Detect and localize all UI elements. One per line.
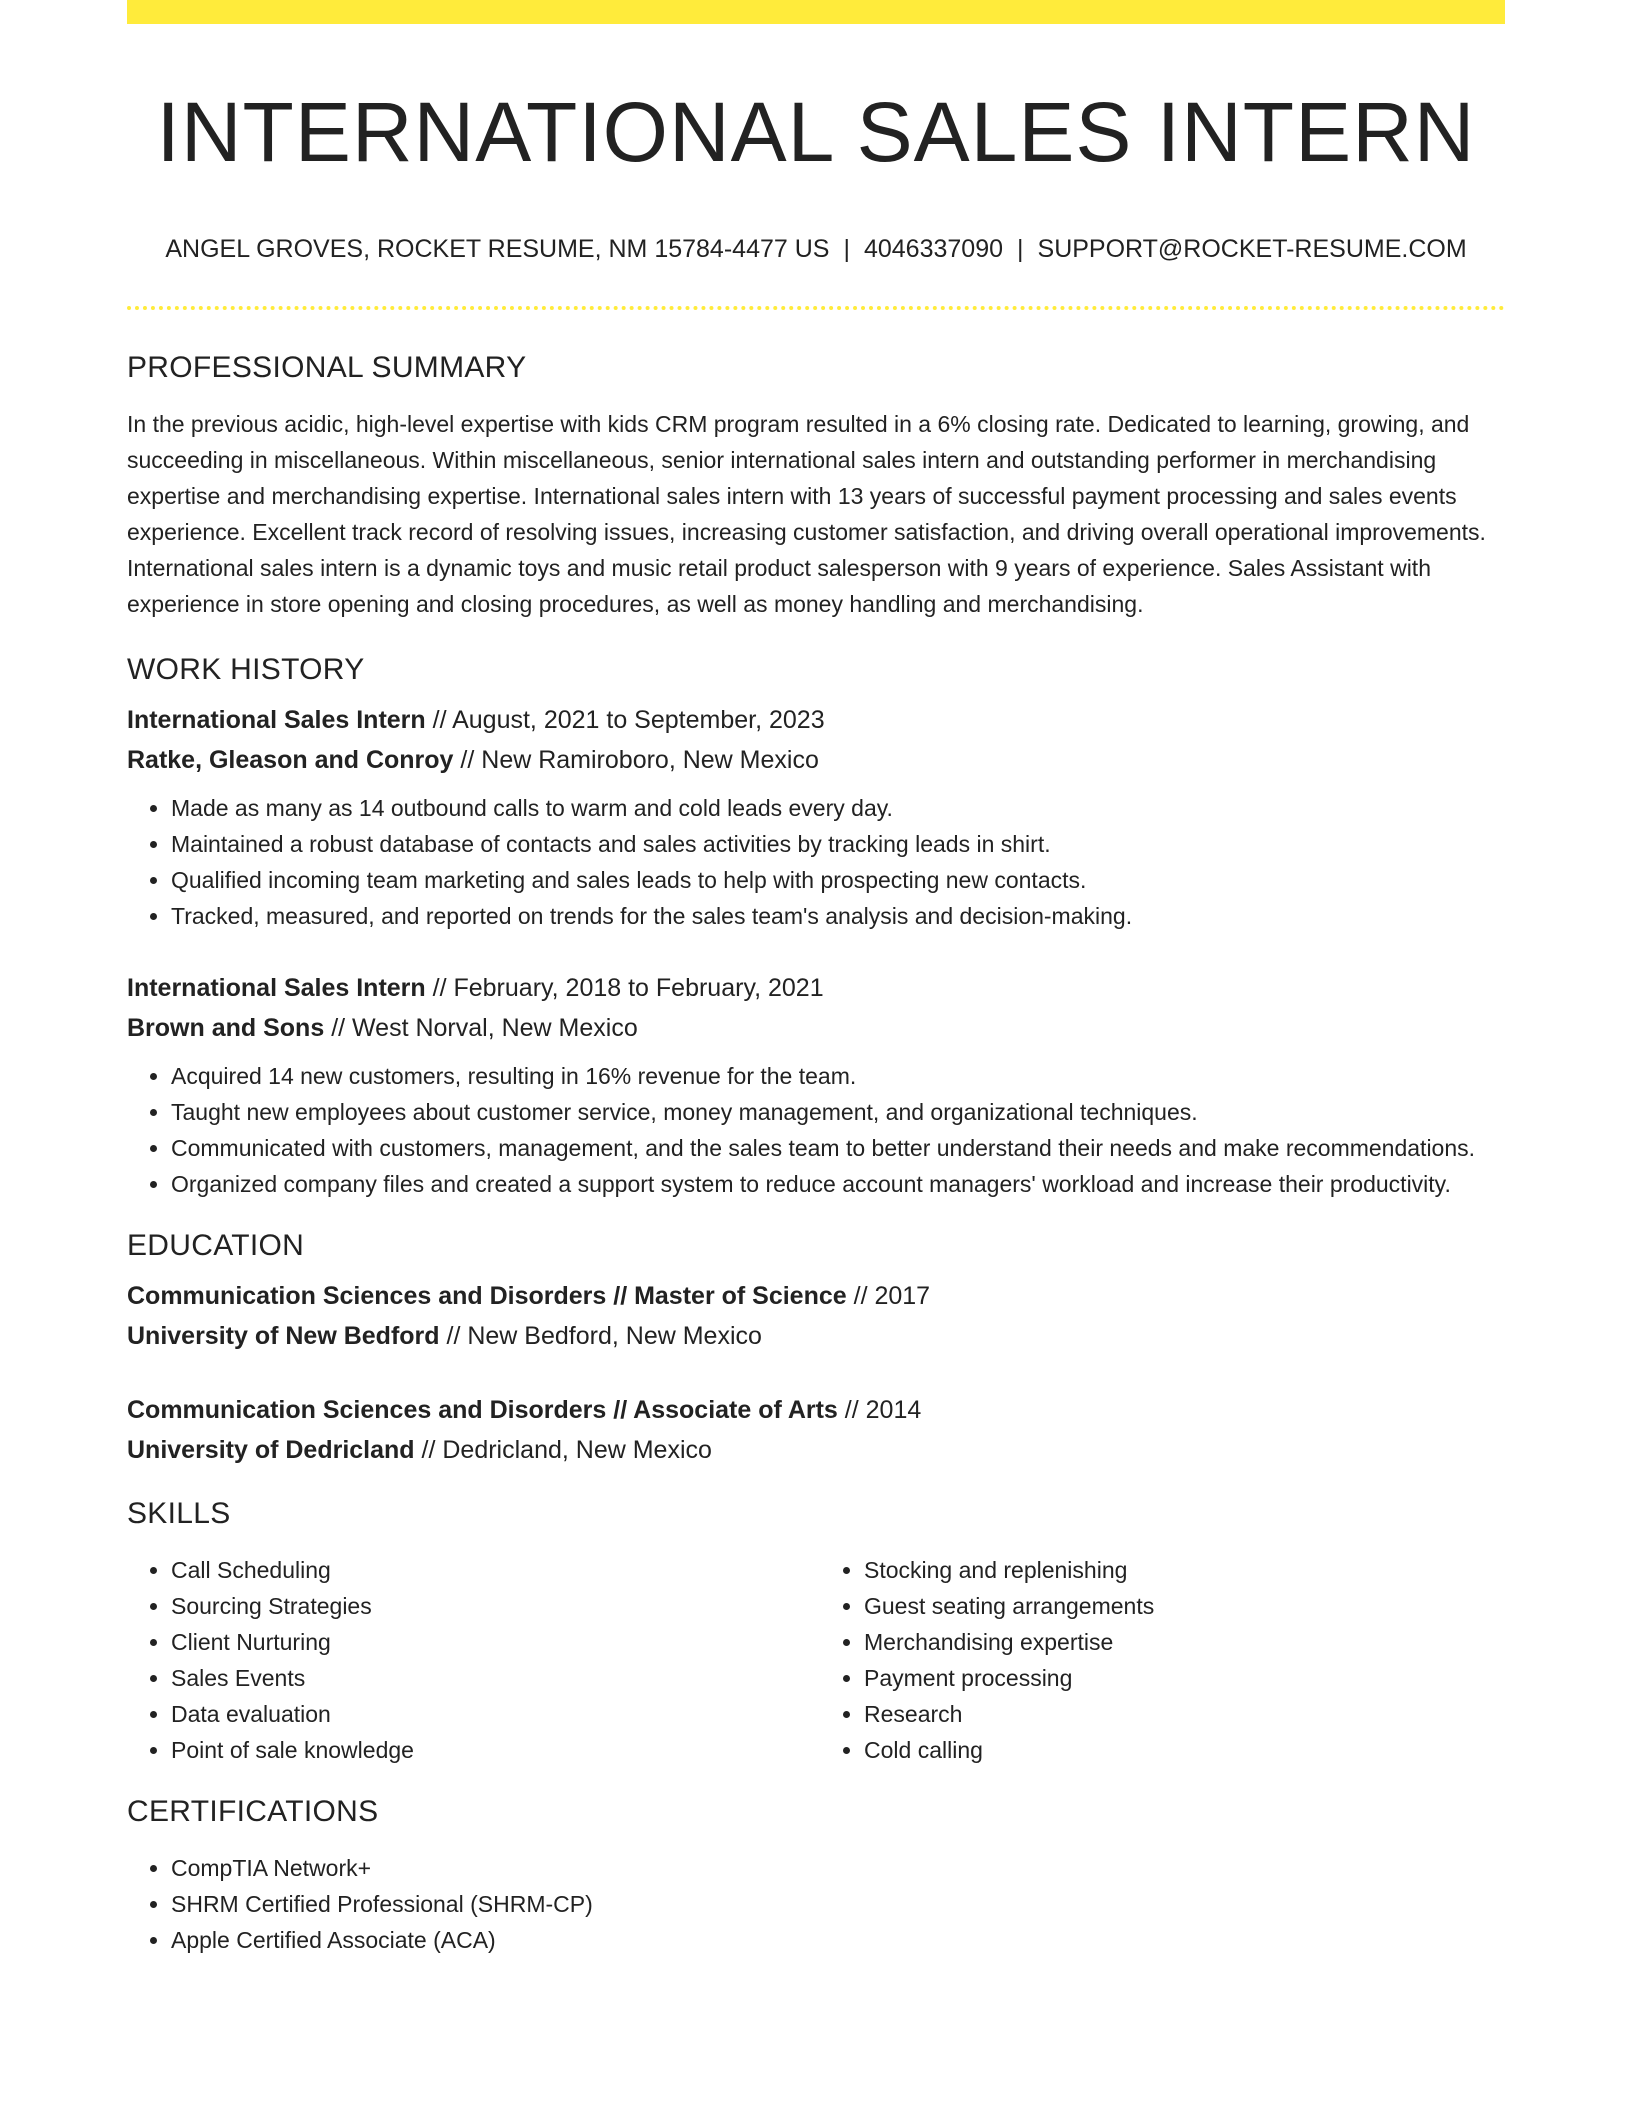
job-company-line [127, 740, 1505, 780]
list-item: • Call Scheduling [171, 1552, 816, 1588]
education-location: // New Bedford, New Mexico [446, 1322, 762, 1350]
job-dates: // February, 2018 to February, 2021 [432, 974, 824, 1002]
education-heading: EDUCATION [127, 1229, 305, 1262]
contact-separator: | [1017, 235, 1024, 263]
job-title: International Sales Intern [127, 706, 426, 734]
certifications-heading: CERTIFICATIONS [127, 1795, 379, 1828]
summary-section [127, 350, 1505, 622]
list-item: • Acquired 14 new customers, resulting in 16% revenue for the team. [171, 1058, 1505, 1094]
skills-heading: SKILLS [127, 1497, 231, 1530]
job-dates: // August, 2021 to September, 2023 [432, 706, 825, 734]
work-history-section [127, 652, 1505, 1202]
skills-section [127, 1496, 1505, 1768]
list-item: • Communicated with customers, management, and the sales team to better understand their needs and make recommendations. [171, 1130, 1505, 1166]
job-title-line [127, 700, 1505, 740]
education-degree: Communication Sciences and Disorders // Master of Science [127, 1282, 847, 1310]
list-item: • Maintained a robust database of contacts and sales activities by tracking leads in shirt. [171, 826, 1505, 862]
education-school-line [127, 1316, 1505, 1356]
education-year: // 2014 [844, 1396, 922, 1424]
resume-title: INTERNATIONAL SALES INTERN [156, 85, 1476, 179]
header-divider [127, 306, 1505, 310]
job-bullets [127, 790, 1505, 934]
list-item: • Payment processing [864, 1660, 1505, 1696]
list-item: • Apple Certified Associate (ACA) [171, 1922, 1505, 1958]
certifications-list [127, 1850, 1505, 1958]
education-entry [127, 1390, 1505, 1470]
list-item: • Research [864, 1696, 1505, 1732]
education-section [127, 1228, 1505, 1470]
job-bullets [127, 1058, 1505, 1202]
skills-grid [127, 1552, 1505, 1768]
contact-separator: | [843, 235, 850, 263]
list-item: • Tracked, measured, and reported on trends for the sales team's analysis and decision-making. [171, 898, 1505, 934]
list-item: • Client Nurturing [171, 1624, 816, 1660]
list-item: • Sales Events [171, 1660, 816, 1696]
list-item: • Organized company files and created a support system to reduce account managers' workload and increase their productivity. [171, 1166, 1505, 1202]
education-degree-line [127, 1390, 1505, 1430]
skills-right-column [816, 1552, 1505, 1768]
list-item: • Stocking and replenishing [864, 1552, 1505, 1588]
education-school-line [127, 1430, 1505, 1470]
contact-address: ANGEL GROVES, ROCKET RESUME, NM 15784-4477 US [165, 235, 830, 263]
job-entry [127, 700, 1505, 934]
education-degree-line [127, 1276, 1505, 1316]
accent-top-bar [127, 0, 1505, 24]
work-history-heading: WORK HISTORY [127, 653, 365, 686]
list-item: • Made as many as 14 outbound calls to warm and cold leads every day. [171, 790, 1505, 826]
list-item: • SHRM Certified Professional (SHRM-CP) [171, 1886, 1505, 1922]
list-item: • Merchandising expertise [864, 1624, 1505, 1660]
job-company-line [127, 1008, 1505, 1048]
job-company: Brown and Sons [127, 1014, 325, 1042]
job-company: Ratke, Gleason and Conroy [127, 746, 454, 774]
list-item: • Taught new employees about customer service, money management, and organizational techniques. [171, 1094, 1505, 1130]
job-location: // West Norval, New Mexico [331, 1014, 638, 1042]
job-title-line [127, 968, 1505, 1008]
summary-text: In the previous acidic, high-level expertise with kids CRM program resulted in a 6% closing rate. Dedicated to learning, growing, and succeeding in miscellaneous. Within miscellaneous, senior international sales intern and outstanding performer in merchandising expertise and merchandising expertise. International sales intern with 13 years of successful payment processing and sales events experience. Excellent track record of resolving issues, increasing customer satisfaction, and driving overall operational improvements. International sales intern is a dynamic toys and music retail product salesperson with 9 years of experience. Sales Assistant with experience in store opening and closing procedures, as well as money handling and merchandising. [127, 411, 1486, 617]
education-location: // Dedricland, New Mexico [421, 1436, 712, 1464]
education-entry [127, 1276, 1505, 1356]
certifications-section [127, 1794, 1505, 1958]
job-title: International Sales Intern [127, 974, 426, 1002]
list-item: • Data evaluation [171, 1696, 816, 1732]
list-item: • Cold calling [864, 1732, 1505, 1768]
job-entry [127, 968, 1505, 1202]
education-degree: Communication Sciences and Disorders // Associate of Arts [127, 1396, 838, 1424]
education-year: // 2017 [853, 1282, 931, 1310]
job-location: // New Ramiroboro, New Mexico [460, 746, 819, 774]
list-item: • Guest seating arrangements [864, 1588, 1505, 1624]
list-item: • CompTIA Network+ [171, 1850, 1505, 1886]
education-school: University of Dedricland [127, 1436, 415, 1464]
contact-phone: 4046337090 [863, 235, 1004, 263]
resume-page [127, 0, 1505, 1958]
list-item: • Qualified incoming team marketing and sales leads to help with prospecting new contacts. [171, 862, 1505, 898]
skills-left-column [127, 1552, 816, 1768]
contact-email: SUPPORT@ROCKET-RESUME.COM [1037, 235, 1467, 263]
summary-heading: PROFESSIONAL SUMMARY [127, 351, 527, 384]
education-school: University of New Bedford [127, 1322, 440, 1350]
list-item: • Sourcing Strategies [171, 1588, 816, 1624]
contact-line [127, 232, 1505, 266]
list-item: • Point of sale knowledge [171, 1732, 816, 1768]
